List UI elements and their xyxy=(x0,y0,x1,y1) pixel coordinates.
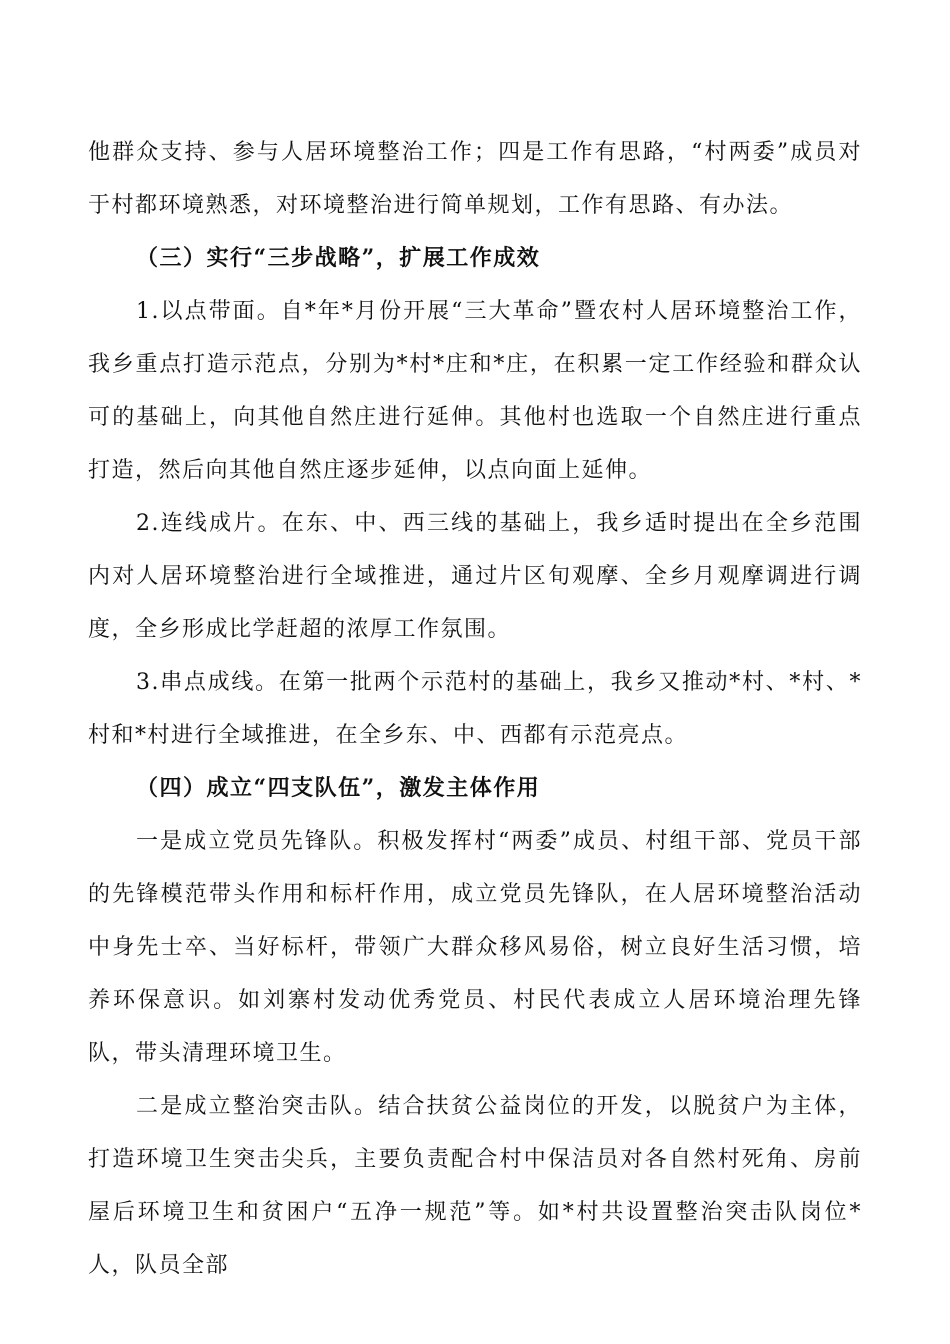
paragraph-point-2: 2.连线成片。在东、中、西三线的基础上，我乡适时提出在全乡范围内对人居环境整治进行全域推进，通过片区旬观摩、全乡月观摩调进行调度，全乡形成比学赶超的浓厚工作氛围。 xyxy=(88,511,862,642)
section-heading-4: （四）成立“四支队伍”，激发主体作用 xyxy=(136,775,541,801)
section-heading-3: （三）实行“三步战略”，扩展工作成效 xyxy=(136,245,541,271)
paragraph-team-2: 二是成立整治突击队。结合扶贫公益岗位的开发，以脱贫户为主体，打造环境卫生突击尖兵，主要负责配合村中保洁员对各自然村死角、房前屋后环境卫生和贫困户“五净一规范”等。如*村共设置整治突击队岗位*人，队员全部 xyxy=(88,1094,862,1278)
paragraph-team-1: 一是成立党员先锋队。积极发挥村“两委”成员、村组干部、党员干部的先锋模范带头作用和标杆作用，成立党员先锋队，在人居环境整治活动中身先士卒、当好标杆，带领广大群众移风易俗，树立良好生活习惯，培养环保意识。如刘寨村发动优秀党员、村民代表成立人居环境治理先锋队，带头清理环境卫生。 xyxy=(88,829,862,1066)
paragraph-continued: 他群众支持、参与人居环境整治工作；四是工作有思路，“村两委”成员对于村都环境熟悉，对环境整治进行简单规划，工作有思路、有办法。 xyxy=(88,140,862,218)
paragraph-point-1: 1.以点带面。自*年*月份开展“三大革命”暨农村人居环境整治工作，我乡重点打造示范点，分别为*村*庄和*庄，在积累一定工作经验和群众认可的基础上，向其他自然庄进行延伸。其他村也选取一个自然庄进行重点打造，然后向其他自然庄逐步延伸，以点向面上延伸。 xyxy=(88,299,862,483)
document-page xyxy=(88,126,862,1292)
paragraph-point-3: 3.串点成线。在第一批两个示范村的基础上，我乡又推动*村、*村、*村和*村进行全域推进，在全乡东、中、西都有示范亮点。 xyxy=(88,670,862,748)
